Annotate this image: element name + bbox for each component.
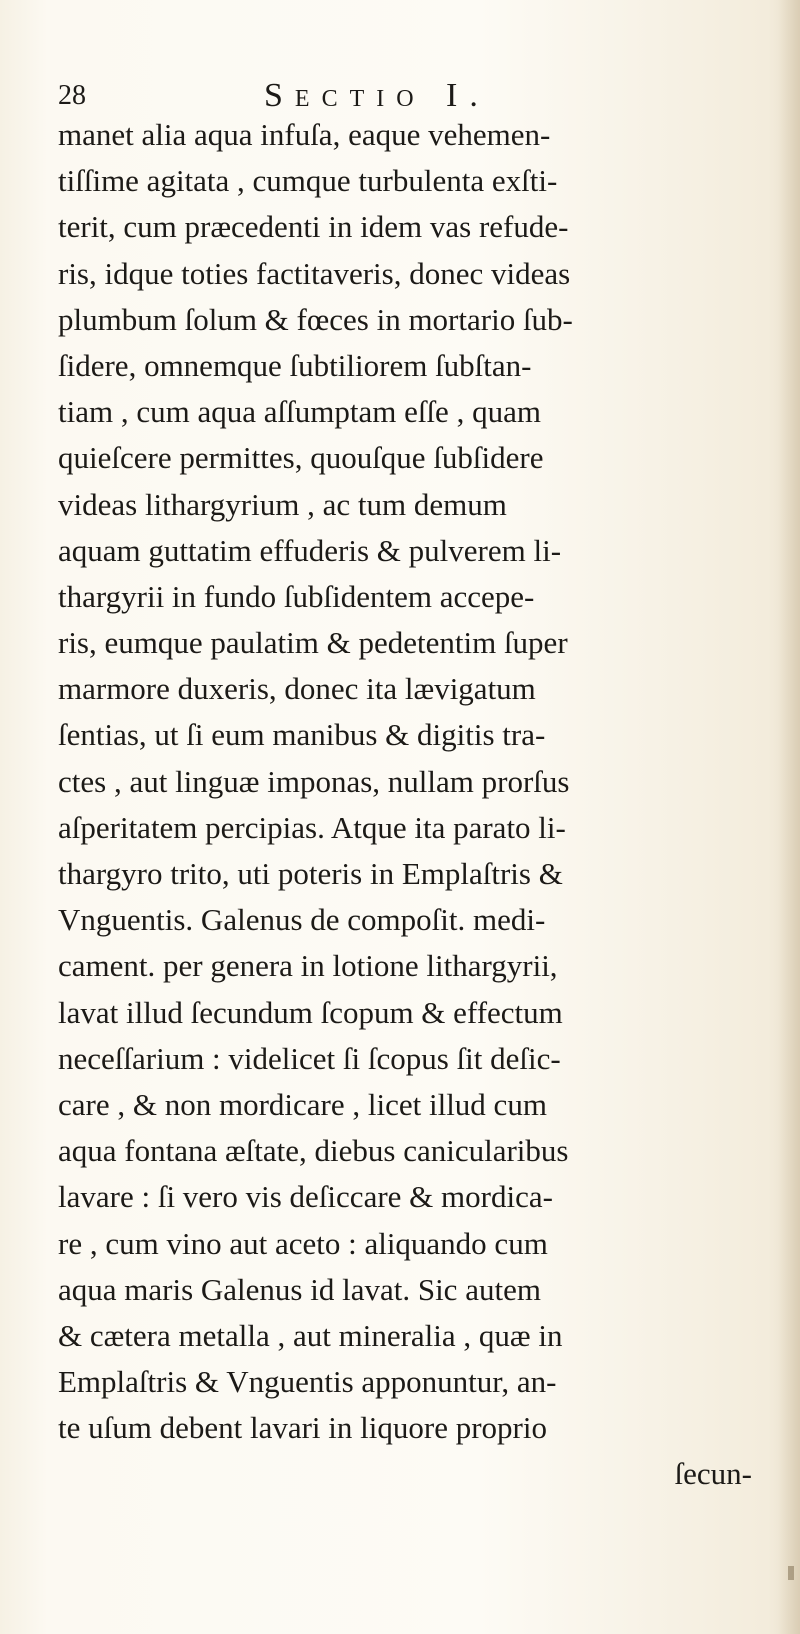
text-line: terit, cum præcedenti in idem vas refude-: [58, 209, 569, 245]
text-line: ris, eumque paulatim & pedetentim ſuper: [58, 625, 568, 661]
text-line: te uſum debent lavari in liquore proprio: [58, 1410, 547, 1446]
text-line: quieſcere permittes, quouſque ſubſidere: [58, 440, 544, 476]
catchword: ſecun-: [674, 1456, 752, 1492]
page-edge-shadow: [778, 0, 800, 1634]
text-line: Vnguentis. Galenus de compoſit. medi-: [58, 902, 546, 938]
text-line: ctes , aut linguæ imponas, nullam prorſus: [58, 763, 570, 799]
text-line: videas lithargyrium , ac tum demum: [58, 486, 507, 522]
text-line: ris, idque toties factitaveris, donec videas: [58, 255, 571, 291]
text-line: tiſſime agitata , cumque turbulenta exſti-: [58, 163, 558, 199]
text-line: lavat illud ſecundum ſcopum & effectum: [58, 994, 563, 1030]
text-line: ſentias, ut ſi eum manibus & digitis tra-: [58, 717, 546, 753]
text-line: manet alia aqua infuſa, eaque vehemen-: [58, 117, 551, 152]
text-line: aquam guttatim effuderis & pulverem li-: [58, 532, 562, 568]
page-number: 28: [58, 80, 86, 111]
text-line: neceſſarium : videlicet ſi ſcopus ſit deſic-: [58, 1040, 561, 1076]
text-line: & cætera metalla , aut mineralia , quæ in: [58, 1317, 563, 1353]
text-line: thargyro trito, uti poteris in Emplaſtris &: [58, 856, 563, 891]
body-text: [58, 112, 760, 1498]
text-line: aqua fontana æſtate, diebus canicularibus: [58, 1133, 569, 1169]
page-corner-mark: [788, 1566, 794, 1580]
text-line: marmore duxeris, donec ita lævigatum: [58, 671, 536, 707]
text-line: Emplaſtris & Vnguentis apponuntur, an-: [58, 1364, 557, 1400]
text-line: cament. per genera in lotione lithargyrii,: [58, 948, 558, 984]
running-head: Sectio I.: [264, 77, 490, 114]
text-line: lavare : ſi vero vis deſiccare & mordica-: [58, 1179, 553, 1215]
text-line: care , & non mordicare , licet illud cum: [58, 1086, 547, 1122]
text-line: ſidere, omnemque ſubtiliorem ſubſtan-: [58, 347, 532, 383]
text-line: tiam , cum aqua aſſumptam eſſe , quam: [58, 394, 541, 430]
text-line: thargyrii in fundo ſubſidentem accepe-: [58, 578, 535, 614]
text-line: aſperitatem percipias. Atque ita parato li-: [58, 809, 566, 845]
text-line: re , cum vino aut aceto : aliquando cum: [58, 1225, 548, 1261]
text-line: plumbum ſolum & fœces in mortario ſub-: [58, 301, 573, 337]
text-line: aqua maris Galenus id lavat. Sic autem: [58, 1271, 541, 1307]
